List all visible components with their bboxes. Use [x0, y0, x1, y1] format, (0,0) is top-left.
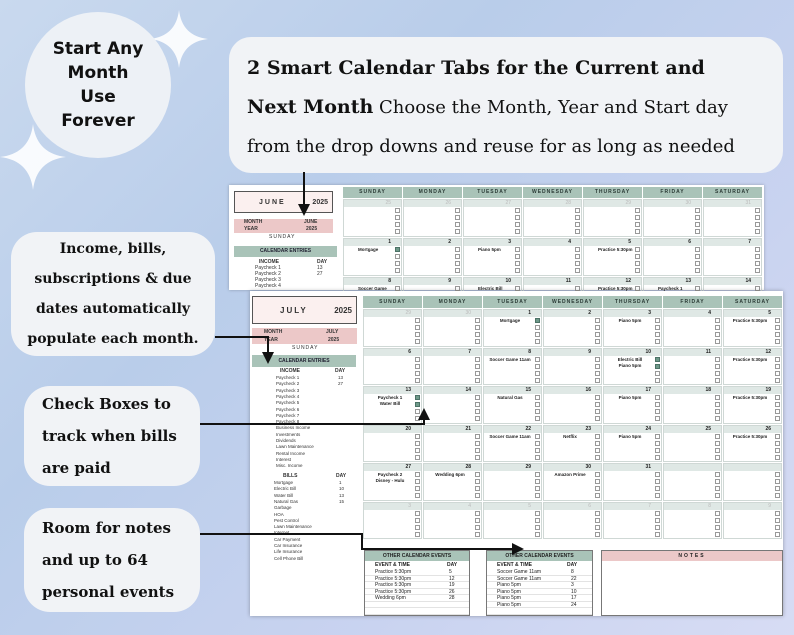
income-name: Rental Income: [276, 450, 306, 456]
day-header: WEDNESDAY: [543, 296, 602, 308]
event-label: Practice 5:30pm: [598, 247, 633, 252]
income-name: Paycheck 8: [276, 419, 300, 425]
event-name: Practice 5:30pm: [375, 575, 412, 582]
event-label: Wedding 6pm: [435, 472, 465, 477]
date-number: 25: [705, 425, 711, 432]
bill-name: HOA: [274, 511, 284, 517]
callout-line: and up to 64: [42, 551, 148, 569]
date-number: 5: [768, 310, 771, 316]
event-name: Piano 5pm: [497, 601, 521, 608]
income-name: Paycheck 6: [276, 406, 300, 412]
date-number: 10: [645, 348, 651, 355]
income-name: Paycheck 4: [276, 393, 300, 399]
date-number: 1: [388, 239, 391, 245]
income-name: Investments: [276, 431, 301, 437]
bill-day: 13: [339, 492, 345, 498]
bill-name: Car Payment: [274, 536, 301, 542]
event-name: Piano 5pm: [497, 582, 521, 588]
date-number: 12: [625, 278, 631, 284]
event-day: 12: [449, 575, 455, 582]
event-day: 22: [571, 575, 577, 582]
date-number: 19: [765, 387, 771, 393]
bill-name: Electric Bill: [274, 486, 297, 492]
bill-name: Pest Control: [274, 517, 299, 523]
event-label: Soccer Game 11am: [489, 356, 531, 362]
event-day: 28: [449, 595, 455, 601]
date-number: 30: [585, 464, 591, 470]
event-label: Soccer Game 11am: [489, 433, 531, 439]
income-name: Paycheck 2: [276, 381, 300, 387]
day-header: WEDNESDAY: [523, 187, 582, 198]
day-header: DAY: [335, 368, 346, 374]
event-label: Piano 5pm: [618, 362, 642, 368]
date-number: 29: [405, 310, 411, 316]
event-name: Soccer Game 11am: [497, 569, 542, 575]
date-number: 8: [528, 348, 531, 355]
callout-line: personal events: [42, 583, 175, 601]
event-label: Amazon Prime: [554, 472, 586, 477]
event-day: 17: [571, 595, 577, 601]
event-label: Netflix: [563, 433, 577, 439]
arrow-to-calendar-entries: [215, 337, 268, 360]
date-number: 30: [465, 310, 471, 316]
bill-name: Life Insurance: [274, 549, 303, 555]
day-header: FRIDAY: [663, 296, 722, 308]
headline-bold-line1: 2 Smart Calendar Tabs for the Current and: [247, 57, 705, 79]
bill-name: Cell Phone Bill: [274, 555, 304, 561]
day-header: SUNDAY: [363, 296, 422, 308]
date-number: 28: [465, 464, 471, 470]
badge-line: Forever: [61, 111, 135, 131]
date-number: 11: [565, 278, 571, 284]
date-number: 7: [748, 239, 751, 245]
date-number: 14: [745, 278, 751, 284]
entry-name: Paycheck 1: [255, 265, 281, 271]
badge-line: Use: [80, 87, 116, 107]
income-header: INCOME: [259, 259, 279, 265]
entry-day: 27: [317, 271, 323, 277]
event-day: 26: [449, 588, 455, 595]
june-month-selector[interactable]: MONTH JUNE: [234, 219, 333, 226]
date-number: 22: [525, 425, 531, 432]
event-name: Piano 5pm: [497, 588, 521, 595]
date-number: 9: [588, 348, 591, 355]
callout-line: Room for notes: [42, 519, 171, 537]
income-header: INCOME: [280, 368, 300, 374]
date-number: 5: [528, 502, 531, 509]
event-day: 8: [571, 569, 574, 575]
date-number: 17: [645, 387, 651, 393]
date-number: 27: [505, 200, 511, 206]
day-header: SATURDAY: [723, 296, 782, 308]
date-number: 4: [468, 502, 471, 509]
date-number: 27: [405, 464, 411, 470]
event-day: 19: [449, 582, 455, 588]
headline-bold-line2: Next Month: [247, 96, 374, 118]
event-label: Practice 5:30pm: [732, 318, 768, 323]
event-day: 10: [571, 588, 577, 595]
event-day: 24: [571, 601, 577, 608]
bills-header: BILLS: [283, 473, 298, 479]
bill-day: 10: [339, 486, 345, 492]
day-header: DAY: [317, 259, 328, 265]
date-number: 18: [705, 387, 711, 393]
date-number: 16: [585, 387, 591, 393]
day-header: TUESDAY: [483, 296, 542, 308]
date-number: 15: [525, 387, 531, 393]
income-name: Dividends: [276, 438, 296, 443]
date-number: 9: [448, 278, 451, 284]
event-name: Wedding 6pm: [375, 595, 406, 601]
event-label: Electric Bill: [617, 356, 643, 362]
event-label: Practice 5:30pm: [732, 356, 768, 362]
date-number: 6: [688, 239, 691, 245]
bill-name: Internet: [274, 530, 290, 536]
notes-header: NOTES: [602, 551, 782, 561]
date-number: 25: [385, 200, 391, 206]
date-number: 26: [445, 200, 451, 206]
june-entries-header: CALENDAR ENTRIES: [234, 246, 337, 257]
event-label: Paycheck 2: [377, 472, 403, 477]
event-label: Natural Gas: [497, 395, 523, 400]
day-header: MONDAY: [423, 296, 482, 308]
date-number: 8: [708, 502, 711, 509]
bill-day: 15: [339, 498, 345, 504]
july-month-selector[interactable]: MONTH JULY: [252, 328, 357, 336]
date-number: 9: [768, 502, 771, 509]
callout-line: Check Boxes to: [42, 395, 171, 413]
event-label: Piano 5pm: [618, 433, 642, 439]
date-number: 3: [648, 310, 651, 316]
date-number: 13: [685, 278, 691, 284]
event-label: Soccer Game: [358, 286, 387, 291]
bill-name: Car Insurance: [274, 543, 303, 548]
day-header: THURSDAY: [583, 187, 642, 198]
date-number: 11: [705, 348, 711, 355]
date-number: 5: [628, 239, 631, 245]
event-label: Paycheck 1: [377, 395, 403, 400]
event-name: Practice 5:30pm: [375, 588, 412, 595]
other-events-subheader: EVENT & TIME DAY: [497, 562, 578, 568]
income-name: Misc. Income: [276, 463, 303, 469]
callout-line: dates automatically: [35, 301, 191, 317]
day-header: FRIDAY: [643, 187, 702, 198]
event-label: Piano 5pm: [618, 395, 642, 400]
event-label: Disney - Hulu: [375, 478, 405, 483]
date-number: 13: [405, 387, 411, 393]
arrow-to-events: [200, 534, 520, 549]
event-name: Piano 5pm: [497, 595, 521, 601]
date-number: 4: [708, 310, 711, 316]
bill-name: Water Bill: [274, 492, 294, 498]
day-header: SATURDAY: [703, 187, 762, 198]
entry-name: Paycheck 4: [255, 283, 281, 289]
bill-name: Lawn Maintenance: [274, 524, 312, 530]
callout-line: Income, bills,: [59, 241, 167, 257]
event-label: Piano 5pm: [478, 247, 501, 252]
date-number: 8: [388, 278, 391, 284]
headline-line3: from the drop downs and reuse for as long as needed: [247, 136, 735, 157]
badge-line: Month: [67, 63, 129, 83]
event-name: Practice 5:30pm: [375, 582, 412, 588]
event-label: Practice 5:30pm: [732, 395, 768, 400]
other-events-header: OTHER CALENDAR EVENTS: [365, 551, 469, 561]
bill-name: Garbage: [274, 505, 292, 511]
event-label: Piano 5pm: [618, 318, 642, 323]
date-number: 7: [468, 348, 471, 355]
other-events-subheader: EVENT & TIME DAY: [375, 562, 458, 568]
day-header: TUESDAY: [463, 187, 522, 198]
income-day: 27: [338, 381, 344, 387]
day-header: THURSDAY: [603, 296, 662, 308]
entry-day: 13: [317, 265, 323, 271]
july-year-selector[interactable]: YEAR 2025: [252, 336, 357, 344]
event-day: 3: [571, 582, 574, 588]
income-name: Business Income: [276, 425, 311, 431]
date-number: 4: [568, 239, 571, 245]
date-number: 3: [408, 502, 411, 509]
date-number: 1: [528, 310, 531, 316]
income-name: Lawn Maintenance: [276, 444, 314, 450]
date-number: 23: [585, 425, 591, 432]
date-number: 6: [408, 348, 411, 355]
date-number: 24: [645, 425, 651, 432]
badge-line: Start Any: [52, 39, 144, 59]
june-month-title: JUNE 2025: [234, 191, 333, 213]
june-year-selector[interactable]: YEAR 2025: [234, 226, 333, 233]
day-header: DAY: [336, 473, 347, 479]
date-number: 21: [465, 425, 471, 432]
date-number: 30: [685, 200, 691, 206]
entry-name: Paycheck 3: [255, 277, 281, 283]
event-day: 5: [449, 569, 452, 575]
date-number: 2: [448, 239, 451, 245]
july-month-title: JULY 2025: [252, 296, 357, 324]
event-name: Practice 5:30pm: [375, 569, 412, 575]
date-number: 7: [648, 502, 651, 509]
date-number: 31: [645, 464, 651, 470]
july-start-day[interactable]: SUNDAY: [292, 345, 319, 351]
income-name: Interest: [276, 456, 292, 462]
entry-name: Paycheck 2: [255, 271, 281, 277]
income-name: Paycheck 1: [276, 375, 300, 380]
june-start-day[interactable]: SUNDAY: [269, 234, 296, 240]
bill-name: Mortgage: [274, 480, 294, 485]
income-name: Paycheck 7: [276, 412, 300, 418]
callout-line: populate each month.: [27, 331, 199, 347]
date-number: 29: [525, 464, 531, 470]
headline-rest: Choose the Month, Year and Start day: [373, 97, 728, 118]
date-number: 14: [465, 387, 471, 393]
date-number: 3: [508, 239, 511, 245]
income-name: Paycheck 5: [276, 400, 300, 406]
arrow-to-checkbox: [200, 412, 424, 424]
date-number: 20: [405, 425, 411, 432]
callout-line: track when bills: [42, 427, 177, 445]
date-number: 10: [505, 278, 511, 284]
event-label: Water Bill: [379, 401, 401, 406]
date-number: 2: [588, 310, 591, 316]
bill-name: Natural Gas: [274, 498, 299, 504]
date-number: 12: [765, 348, 771, 355]
date-number: 29: [625, 200, 631, 206]
other-events-header: OTHER CALENDAR EVENTS: [487, 551, 592, 561]
event-label: Electric Bill: [478, 286, 503, 291]
callout-line: subscriptions & due: [34, 271, 192, 287]
bill-day: 1: [339, 480, 342, 485]
income-name: Paycheck 3: [276, 387, 300, 393]
income-day: 13: [338, 375, 344, 380]
event-label: Practice 5:30pm: [732, 433, 768, 439]
day-header: MONDAY: [403, 187, 462, 198]
day-header: SUNDAY: [343, 187, 402, 198]
date-number: 26: [765, 425, 771, 432]
event-label: Practice 5:30pm: [598, 286, 633, 291]
date-number: 28: [565, 200, 571, 206]
callout-line: are paid: [42, 459, 111, 477]
event-label: Mortgage: [499, 318, 521, 323]
event-label: Paycheck 1: [658, 286, 683, 291]
event-name: Soccer Game 11am: [497, 575, 542, 582]
date-number: 6: [588, 502, 591, 509]
july-entries-header: CALENDAR ENTRIES: [252, 355, 356, 367]
date-number: 31: [745, 200, 751, 206]
event-label: Mortgage: [358, 247, 379, 252]
